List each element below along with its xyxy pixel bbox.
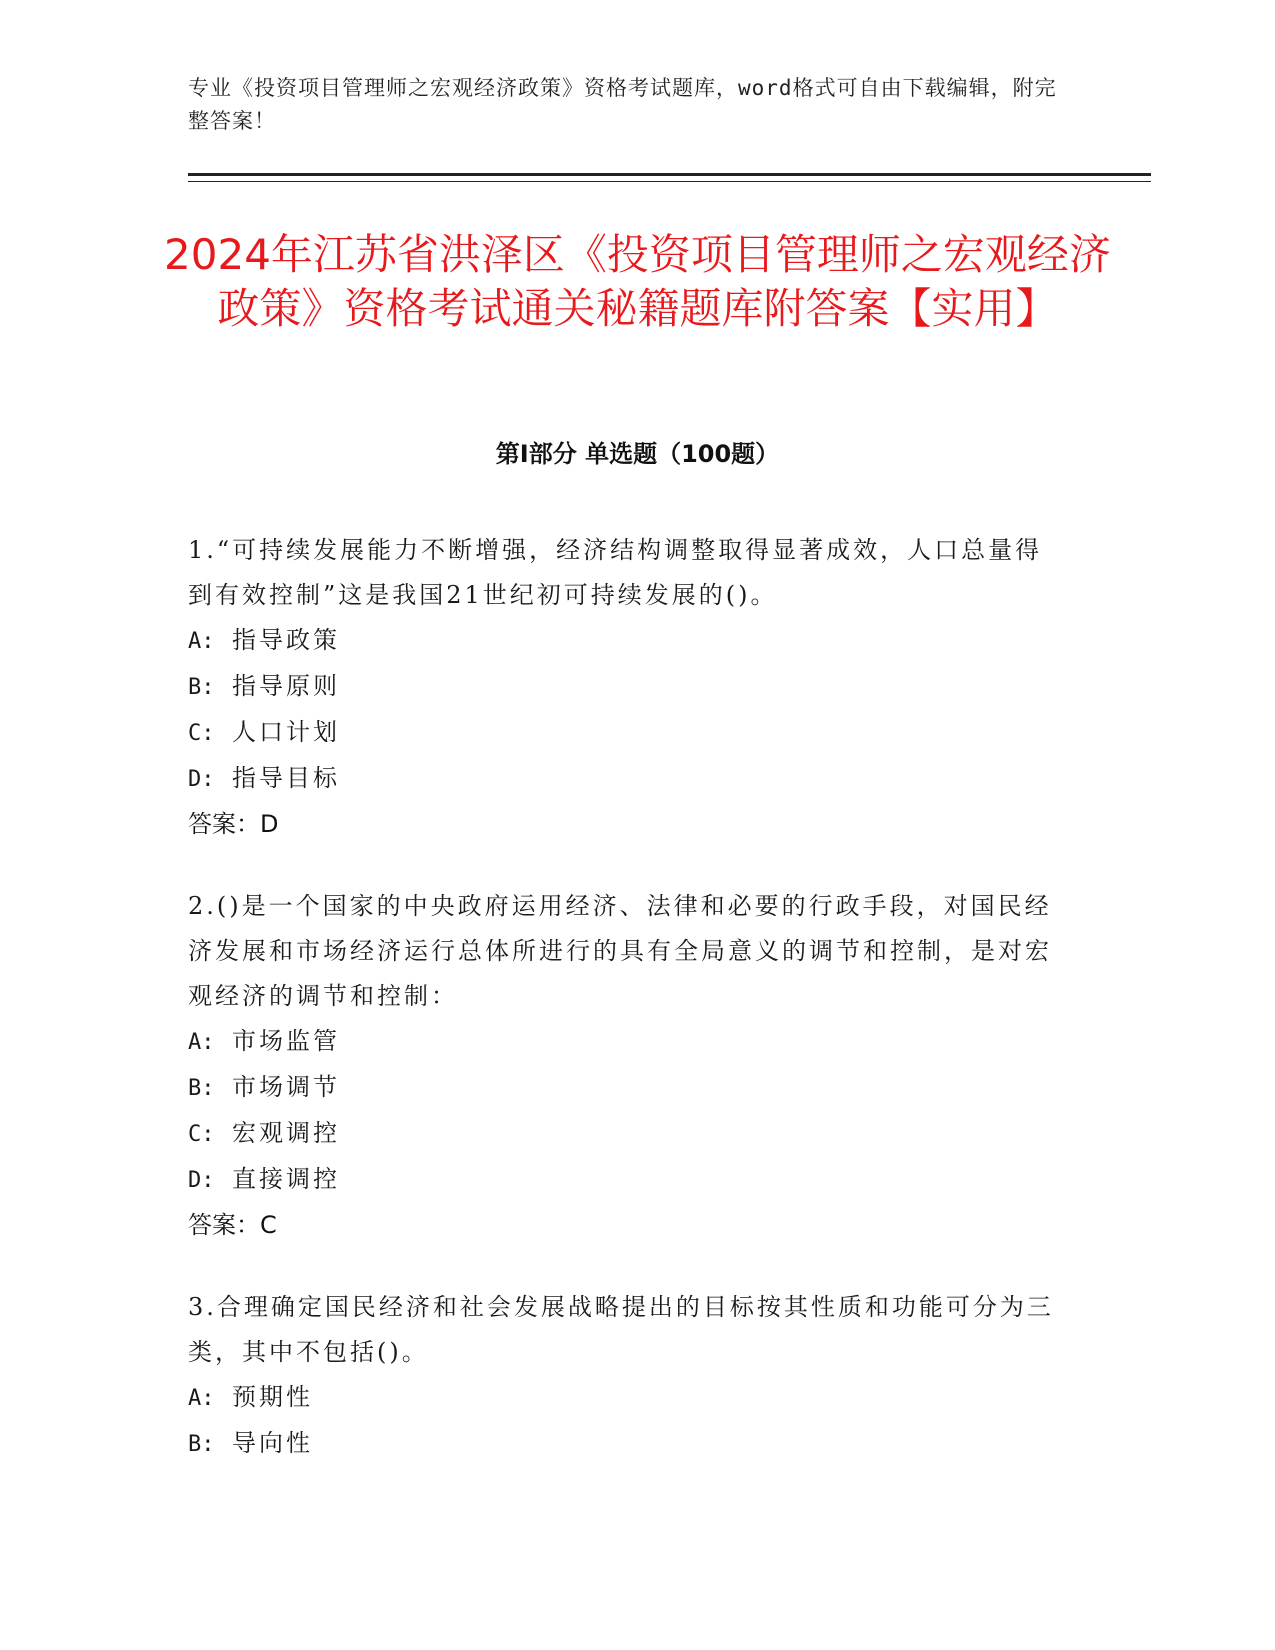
header-divider-thin [188, 181, 1151, 182]
option-key: B: [188, 1076, 215, 1101]
option-c [188, 1111, 1068, 1157]
question-stem: 2.()是一个国家的中央政府运用经济、法律和必要的行政手段，对国民经济发展和市场经济运行总体所进行的具有全局意义的调节和控制，是对宏观经济的调节和控制： [188, 892, 1052, 1010]
option-key: B: [188, 1432, 215, 1457]
option-key: B: [188, 675, 215, 700]
option-text: 人口计划 [232, 718, 340, 746]
option-d [188, 756, 1068, 802]
option-text: 指导原则 [232, 672, 340, 700]
option-key: C: [188, 721, 215, 746]
option-b [188, 1065, 1068, 1111]
option-key: A: [188, 629, 215, 654]
option-text: 指导目标 [232, 764, 340, 792]
question-1 [188, 528, 1068, 847]
question-3 [188, 1285, 1068, 1467]
question-stem: 3.合理确定国民经济和社会发展战略提出的目标按其性质和功能可分为三类，其中不包括()。 [188, 1293, 1054, 1366]
document-title: 2024年江苏省洪泽区《投资项目管理师之宏观经济政策》资格考试通关秘籍题库附答案【实用】 [164, 230, 1111, 333]
option-text: 市场调节 [232, 1073, 340, 1101]
header-note: 专业《投资项目管理师之宏观经济政策》资格考试题库，word格式可自由下载编辑，附完整答案！ [188, 76, 1057, 133]
option-key: A: [188, 1030, 215, 1055]
answer-line: 答案：C [188, 1211, 277, 1239]
option-key: D: [188, 1168, 215, 1193]
option-c [188, 710, 1068, 756]
option-key: D: [188, 767, 215, 792]
option-d [188, 1157, 1068, 1203]
option-text: 导向性 [232, 1429, 313, 1457]
question-stem: 1.“可持续发展能力不断增强，经济结构调整取得显著成效，人口总量得到有效控制”这是我国21世纪初可持续发展的()。 [188, 536, 1043, 609]
option-text: 直接调控 [232, 1165, 340, 1193]
answer-line: 答案：D [188, 810, 279, 838]
option-text: 预期性 [232, 1383, 313, 1411]
option-a [188, 1375, 1068, 1421]
option-b [188, 1421, 1068, 1467]
option-text: 市场监管 [232, 1027, 340, 1055]
option-a [188, 618, 1068, 664]
option-key: C: [188, 1122, 215, 1147]
header-divider-thick [188, 173, 1151, 176]
option-text: 指导政策 [232, 626, 340, 654]
option-text: 宏观调控 [232, 1119, 340, 1147]
option-b [188, 664, 1068, 710]
option-key: A: [188, 1386, 215, 1411]
section-title: 第Ⅰ部分 单选题（100题） [495, 440, 780, 468]
option-a [188, 1019, 1068, 1065]
question-list [188, 528, 1068, 1504]
question-2 [188, 884, 1068, 1248]
